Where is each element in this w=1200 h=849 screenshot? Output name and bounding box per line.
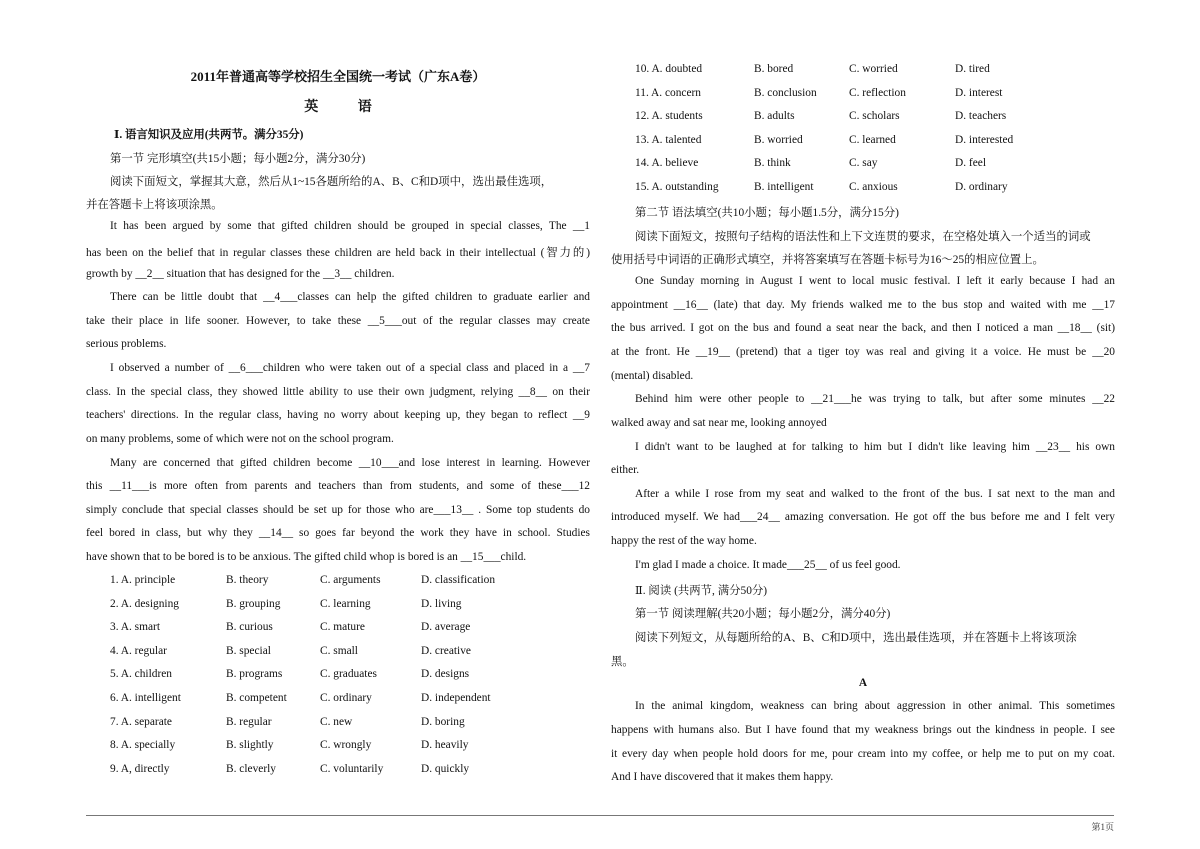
option-a: 8. A. specially: [110, 739, 176, 752]
option-b: B. curious: [226, 621, 273, 634]
option-b: B. think: [754, 157, 791, 170]
option-c: C. ordinary: [320, 692, 372, 704]
passage-line: serious problems.: [86, 338, 167, 350]
passage-line: happens with humans also. But I have found that my weakness brings out the kindness in people. I see: [611, 724, 1115, 736]
passage-line: There can be little doubt that __4___classes can help the gifted children to graduate earlier and: [110, 291, 590, 303]
passage-line: After a while I rose from my seat and walked to the front of the bus. I sat next to the man and: [635, 488, 1115, 500]
option-c: C. mature: [320, 621, 365, 634]
option-d: D. creative: [421, 644, 471, 657]
option-a: 3. A. smart: [110, 621, 160, 634]
passage-line: simply conclude that special classes should be set up for those who are___13__ . Some top students do: [86, 504, 590, 516]
option-c: C. worried: [849, 63, 898, 75]
passage-line: has been on the belief that in regular classes these children are held back in their intellectual (智力的): [86, 247, 590, 259]
option-b: B. theory: [226, 574, 269, 586]
option-b: B. cleverly: [226, 762, 276, 775]
passage-line: appointment __16__ (late) that day. My friends walked me to the bus stop and waited with me __17: [611, 299, 1115, 311]
option-b: B. slightly: [226, 739, 274, 752]
option-b: B. adults: [754, 110, 795, 123]
option-d: D. teachers: [955, 110, 1007, 123]
option-c: C. graduates: [320, 668, 377, 681]
option-b: B. special: [226, 644, 271, 657]
passage-line: walked away and sat near me, looking annoyed: [611, 417, 827, 429]
instruction-line: 阅读下面短文，按照句子结构的语法性和上下文连贯的要求，在空格处填入一个适当的词或: [635, 231, 1091, 243]
exam-title: 2011年普通高等学校招生全国统一考试（广东A卷）: [190, 69, 486, 84]
passage-line: And I have discovered that it makes them happy.: [611, 771, 834, 783]
option-a: 11. A. concern: [635, 86, 702, 99]
passage-line: the bus arrived. I got on the bus and found a seat near the back, and then I noticed a man __18__ (sit): [611, 322, 1115, 334]
option-d: D. tired: [955, 63, 990, 75]
option-d: D. living: [421, 597, 462, 610]
option-a: 15. A. outstanding: [635, 181, 719, 193]
option-a: 1. A. principle: [110, 574, 176, 586]
option-d: D. independent: [421, 692, 491, 704]
instruction-line: 阅读下面短文，掌握其大意，然后从1~15各题所给的A、B、C和D项中，选出最佳选项，: [110, 176, 553, 188]
passage-line: Behind him were other people to __21___he was trying to talk, but after some minutes __22: [635, 393, 1115, 405]
option-d: D. designs: [421, 668, 470, 681]
option-b: B. bored: [754, 63, 794, 75]
passage-line: on many problems, some of which were not on the school program.: [86, 433, 394, 445]
option-d: D. average: [421, 621, 471, 634]
option-a: 4. A. regular: [110, 644, 167, 657]
option-d: D. interest: [955, 86, 1003, 99]
page-number: 第1页: [1091, 822, 1114, 832]
option-a: 9. A, directly: [110, 762, 170, 775]
option-d: D. ordinary: [955, 181, 1008, 193]
passage-line: class. In the special class, they showed little ability to use their own judgment, relying __8__ on their: [86, 386, 590, 398]
option-c: C. scholars: [849, 110, 900, 123]
option-b: B. conclusion: [754, 86, 817, 99]
option-c: C. reflection: [849, 86, 906, 99]
option-a: 2. A. designing: [110, 597, 179, 610]
passage-line: feel bored in class, but why they __14__ so goes far beyond the work they have in school. Studies: [86, 527, 590, 539]
passage-line: I observed a number of __6___children who were taken out of a special class and placed in a __7: [110, 362, 590, 374]
option-b: B. grouping: [226, 597, 281, 610]
option-c: C. arguments: [320, 574, 381, 586]
instruction-line: 黑。: [611, 656, 634, 668]
footer-divider: [86, 815, 1114, 816]
passage-line: Many are concerned that gifted children become __10___and lose interest in learning. However: [110, 457, 590, 469]
passage-line: One Sunday morning in August I went to local music festival. I left it early because I had an: [635, 275, 1115, 287]
passage-line: growth by __2__ situation that has designed for the __3__ children.: [86, 268, 395, 280]
passage-line: happy the rest of the way home.: [611, 535, 757, 547]
option-b: B. worried: [754, 133, 803, 146]
instruction-line: 使用括号中词语的正确形式填空，并将答案填写在答题卡标号为16～25的相应位置上。: [611, 254, 1044, 266]
passage-line: In the animal kingdom, weakness can bring about aggression in other animal. This sometimes: [635, 700, 1115, 712]
option-b: B. regular: [226, 715, 272, 728]
option-c: C. learned: [849, 133, 896, 146]
option-d: D. boring: [421, 715, 465, 728]
option-c: C. learning: [320, 597, 371, 610]
passage-line: I didn't want to be laughed at for talking to him but I didn't like leaving him __23__ his own: [635, 441, 1115, 453]
subject-heading: 英 语: [304, 100, 390, 115]
option-a: 12. A. students: [635, 110, 703, 123]
part-1-heading: 第一节 完形填空(共15小题；每小题2分，满分30分): [110, 153, 366, 165]
passage-line: It has been argued by some that gifted children should be grouped in special classes, The __1: [110, 220, 590, 232]
passage-line: introduced myself. We had___24__ amazing conversation. He got off the bus before me and I felt very: [611, 511, 1115, 523]
option-b: B. competent: [226, 692, 287, 704]
option-a: 14. A. believe: [635, 157, 699, 170]
passage-line: it every day when people hold doors for me, pour cream into my coffee, or help me to put on my coat.: [611, 748, 1115, 760]
section-1-heading: Ⅰ. 语言知识及应用(共两节。满分35分): [114, 129, 304, 141]
option-b: B. intelligent: [754, 181, 814, 193]
option-d: D. heavily: [421, 739, 469, 752]
option-d: D. interested: [955, 133, 1014, 146]
instruction-line: 并在答题卡上将该项涂黑。: [86, 199, 223, 211]
option-c: C. small: [320, 644, 358, 657]
option-b: B. programs: [226, 668, 283, 681]
part-2-heading: 第二节 语法填空(共10小题；每小题1.5分，满分15分): [635, 207, 899, 219]
passage-line: at the front. He __19__ (pretend) that a tiger toy was real and giving it a voice. He must be __20: [611, 346, 1115, 358]
option-c: C. new: [320, 715, 353, 728]
option-d: D. feel: [955, 157, 986, 170]
option-c: C. say: [849, 157, 878, 170]
part-3-heading: 第一节 阅读理解(共20小题；每小题2分，满分40分): [635, 608, 891, 620]
passage-line: teachers' directions. In the regular class, having no worry about keeping up, they began to reflect __9: [86, 409, 590, 421]
option-a: 6. A. intelligent: [110, 692, 181, 704]
passage-line: either.: [611, 464, 640, 476]
passage-line: have shown that to be bored is to be anxious. The gifted child whop is bored is an __15___child.: [86, 551, 527, 563]
option-a: 5. A. children: [110, 668, 173, 681]
option-c: C. voluntarily: [320, 762, 384, 775]
passage-line: take their place in life sooner. However, to take these __5___out of the regular classes may create: [86, 315, 590, 327]
option-a: 7. A. separate: [110, 715, 172, 728]
passage-label: A: [858, 677, 868, 689]
passage-line: this __11___is more often from parents and teachers than from students, and some of these___12: [86, 480, 590, 492]
instruction-line: 阅读下列短文，从每题所给的A、B、C和D项中，选出最佳选项，并在答题卡上将该项涂: [635, 632, 1077, 644]
option-c: C. wrongly: [320, 739, 372, 752]
option-a: 13. A. talented: [635, 133, 702, 146]
option-c: C. anxious: [849, 181, 898, 193]
passage-line: (mental) disabled.: [611, 370, 694, 382]
option-d: D. quickly: [421, 762, 470, 775]
section-2-heading: Ⅱ. 阅读 (共两节, 满分50分): [635, 585, 768, 597]
passage-line: I'm glad I made a choice. It made___25__ of us feel good.: [635, 559, 901, 571]
option-d: D. classification: [421, 574, 496, 586]
option-a: 10. A. doubted: [635, 63, 703, 75]
